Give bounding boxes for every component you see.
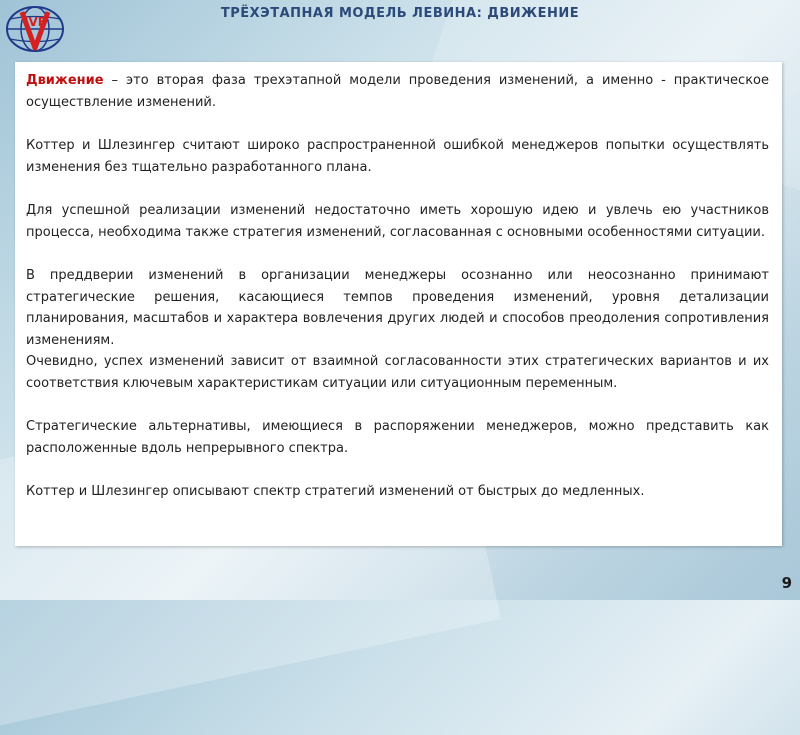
paragraph: Коттер и Шлезингер считают широко распространенной ошибкой менеджеров попытки осуществлять изменения без тщательно разработанного плана. [26, 138, 769, 175]
paragraph: Для успешной реализации изменений недостаточно иметь хорошую идею и увлечь ею участников процесса, необходима также стратегия изменений, согласованная с основными особенностями ситуации. [26, 203, 769, 240]
paragraph: Стратегические альтернативы, имеющиеся в распоряжении менеджеров, можно представить как расположенные вдоль непрерывного спектра. [26, 419, 769, 456]
slide-title: ТРЁХЭТАПНАЯ МОДЕЛЬ ЛЕВИНА: ДВИЖЕНИЕ [220, 6, 580, 21]
keyword: Движение [26, 73, 104, 88]
paragraph-text: – это вторая фаза трехэтапной модели проведения изменений, а именно - практическое осуществление изменений. [26, 73, 769, 110]
paragraph: В преддверии изменений в организации менеджеры осознанно или неосознанно принимают стратегические решения, касающиеся темпов проведения изменений, уровня детализации планирования, масштабов и характера вовлечения других людей и способов преодоления сопротивления изменениям. [26, 268, 769, 348]
page-number: 9 [781, 574, 792, 592]
logo-text: IVE [24, 15, 46, 29]
paragraph [26, 70, 769, 113]
paragraph: Коттер и Шлезингер описывают спектр стратегий изменений от быстрых до медленных. [26, 484, 645, 499]
paragraph: Очевидно, успех изменений зависит от взаимной согласованности этих стратегических вариантов и их соответствия ключевым характеристикам ситуации или ситуационным переменным. [26, 354, 769, 391]
content-panel [15, 62, 782, 546]
